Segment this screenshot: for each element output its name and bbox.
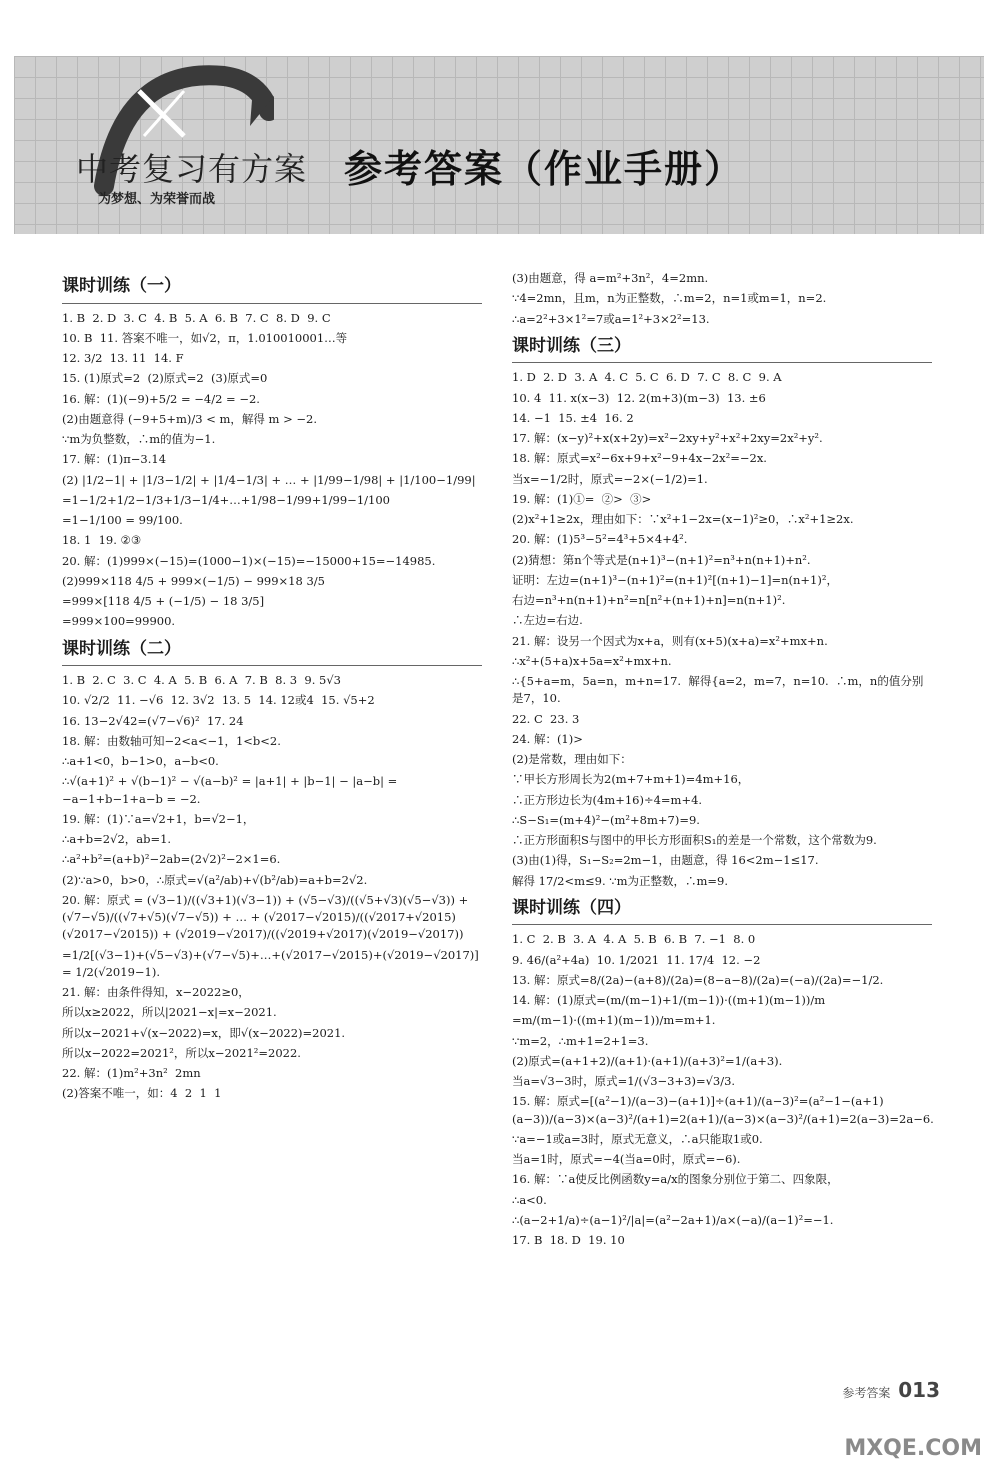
- answer-line: (3)由题意，得 a=m²+3n²，4=2mn.: [512, 271, 709, 285]
- answer-line: (2)x²+1≥2x，理由如下：∵x²+1−2x=(x−1)²≥0，∴x²+1≥2x.: [512, 512, 854, 526]
- answer-line: 17. 解：(x−y)²+x(x+2y)=x²−2xy+y²+x²+2xy=2x²+y².: [512, 431, 823, 445]
- answer-line: =1−1/2+1/2−1/3+1/3−1/4+…+1/98−1/99+1/99−1/100: [62, 492, 390, 507]
- answer-line: ∴a=2²+3×1²=7或a=1²+3×2²=13.: [512, 311, 710, 326]
- answer-line: ∴a²+b²=(a+b)²−2ab=(2√2)²−2×1=6.: [62, 852, 281, 867]
- answer-line: ∴S−S₁=(m+4)²−(m²+8m+7)=9.: [512, 812, 700, 827]
- answer-line: (2)是常数，理由如下：: [512, 752, 632, 766]
- answer-line: (3)由(1)得，S₁−S₂=2m−1，由题意，得 16<2m−1≤17.: [512, 853, 819, 868]
- answer-line: =999×100=99900.: [62, 614, 176, 629]
- answer-section: [62, 637, 482, 1103]
- answer-line: 19. 解：(1)∵a=√2+1，b=√2−1，: [62, 811, 255, 826]
- answer-line: 10. 4 11. x(x−3) 12. 2(m+3)(m−3) 13. ±6: [512, 390, 766, 405]
- answer-line: 15. (1)原式=2 (2)原式=2 (3)原式=0: [62, 371, 268, 386]
- answer-line: (2)由题意得 (−9+5+m)/3 < m，解得 m > −2.: [62, 411, 318, 426]
- answer-line: 1. D 2. D 3. A 4. C 5. C 6. D 7. C 8. C 9. A: [512, 370, 782, 385]
- answer-line: ∵m=2，∴m+1=2+1=3.: [512, 1033, 649, 1048]
- answer-line: 19. 解：(1)①= ②> ③>: [512, 491, 652, 506]
- answer-line: =1/2[(√3−1)+(√5−√3)+(√7−√5)+…+(√2017−√2015)+(√2019−√2017)] = 1/2(√2019−1).: [62, 947, 483, 979]
- footer-label: 参考答案: [842, 1386, 891, 1400]
- answer-line: 10. √2/2 11. −√6 12. 3√2 13. 5 14. 12或4 15. √5+2: [62, 693, 375, 708]
- answer-section: [62, 274, 482, 631]
- answer-line: ∵4=2mn，且m，n为正整数，∴m=2，n=1或m=1，n=2.: [512, 291, 827, 306]
- answer-line: 17. B 18. D 19. 10: [512, 1233, 625, 1247]
- left-column: [62, 270, 482, 1109]
- answer-line: 14. −1 15. ±4 16. 2: [512, 410, 634, 425]
- answer-line: 1. B 2. C 3. C 4. A 5. B 6. A 7. B 8. 3 9. 5√3: [62, 673, 341, 687]
- answer-line: 当x=−1/2时，原式=−2×(−1/2)=1.: [512, 471, 708, 486]
- answer-line: (2)答案不唯一，如：4 2 1 1: [62, 1086, 222, 1101]
- watermark: MXQE.COM: [844, 1436, 982, 1461]
- answer-line: =1−1/100 = 99/100.: [62, 513, 183, 527]
- answer-line: =999×[118 4/5 + (−1/5) − 18 3/5]: [62, 594, 265, 608]
- answer-line: 22. 解：(1)m²+3n² 2mn: [62, 1066, 201, 1080]
- answer-line: 右边=n³+n(n+1)+n²=n[n²+(n+1)+n]=n(n+1)².: [512, 593, 786, 607]
- answer-line: ∴{5+a=m，5a=n，m+n=17. 解得{a=2，m=7，n=10. ∴m，n的值分别是7，10.: [512, 674, 924, 706]
- answer-line: 解得 17/2<m≤9. ∵m为正整数，∴m=9.: [512, 873, 729, 888]
- answer-line: ∵a=−1或a=3时，原式无意义，∴a只能取1或0.: [512, 1131, 763, 1146]
- answer-line: 18. 1 19. ②③: [62, 533, 142, 548]
- header-banner: [14, 56, 984, 234]
- answer-line: ∴(a−2+1/a)÷(a−1)²/|a|=(a²−2a+1)/a×(−a)/(a−1)²=−1.: [512, 1212, 834, 1227]
- answer-line: 16. 13−2√42=(√7−√6)² 17. 24: [62, 713, 244, 728]
- series-title: 中考复习有方案: [76, 150, 308, 188]
- answer-line: (2)∵a>0，b>0，∴原式=√(a²/ab)+√(b²/ab)=a+b=2√2.: [62, 872, 368, 887]
- section-title: 课时训练（三）: [512, 334, 932, 364]
- answer-line: 20. 解：(1)5³−5²=4³+5×4+4².: [512, 532, 688, 547]
- answer-line: 20. 解：(1)999×(−15)=(1000−1)×(−15)=−15000+15=−14985.: [62, 553, 436, 568]
- answer-line: 1. C 2. B 3. A 4. A 5. B 6. B 7. −1 8. 0: [512, 932, 756, 947]
- answer-line: 14. 解：(1)原式=(m/(m−1)+1/(m−1))·((m+1)(m−1))/m: [512, 993, 826, 1007]
- answer-line: 证明：左边=(n+1)³−(n+1)²=(n+1)²[(n+1)−1]=n(n+1)²，: [512, 572, 838, 587]
- answer-line: 所以x−2021+√(x−2022)=x，即√(x−2022)=2021.: [62, 1025, 346, 1040]
- answer-line: 18. 解：原式=x²−6x+9+x²−9+4x−2x²=−2x.: [512, 451, 767, 466]
- answer-line: 24. 解：(1)>: [512, 731, 583, 746]
- answer-line: 16. 解：(1)(−9)+5/2 = −4/2 = −2.: [62, 391, 260, 406]
- answer-line: 17. 解：(1)π−3.14: [62, 452, 167, 467]
- answer-line: 所以x−2022=2021²，所以x−2021²=2022.: [62, 1045, 301, 1060]
- answer-section: [512, 896, 932, 1250]
- answer-line: 20. 解：原式 = (√3−1)/((√3+1)(√3−1)) + (√5−√3)/((√5+√3)(√5−√3)) + (√7−√5)/((√7+√5)(√7−√5)) + … + (√2017−√2015)/((√2017+√2015)(√2017−√2015)) + (√2019−√2017)/((√2019+√2017)(√2019−√2017)): [62, 892, 472, 942]
- continued-answer: [512, 270, 932, 328]
- answer-line: 18. 解：由数轴可知−2<a<−1，1<b<2.: [62, 733, 281, 748]
- answer-section: [512, 334, 932, 890]
- answer-line: (2)999×118 4/5 + 999×(−1/5) − 999×18 3/5: [62, 573, 325, 588]
- answer-line: ∴正方形面积S与图中的甲长方形面积S₁的差是一个常数，这个常数为9.: [512, 833, 877, 847]
- answer-line: ∴左边=右边.: [512, 613, 583, 628]
- answer-line: 9. 46/(a²+4a) 10. 1/2021 11. 17/4 12. −2: [512, 952, 761, 967]
- answer-line: 16. 解：∵a使反比例函数y=a/x的图象分别位于第二、四象限，: [512, 1172, 839, 1187]
- answer-line: 10. B 11. 答案不唯一，如√2，π，1.010010001…等: [62, 330, 348, 345]
- answer-line: 13. 解：原式=8/(2a)−(a+8)/(2a)=(8−a−8)/(2a)=(−a)/(2a)=−1/2.: [512, 972, 884, 987]
- slogan: 为梦想、为荣誉而战: [98, 192, 216, 207]
- answer-line: ∵m为负整数，∴m的值为−1.: [62, 432, 216, 446]
- section-title: 课时训练（二）: [62, 637, 482, 667]
- answer-line: ∴a+b=2√2，ab=1.: [62, 832, 172, 846]
- page-footer: [842, 1378, 940, 1402]
- answer-line: 15. 解：原式=[(a²−1)/(a−3)−(a+1)]÷(a+1)/(a−3)²=(a²−1−(a+1)(a−3))/(a−3)×(a−3)²/(a+1)=2(a+1)/(a−3)×(a−3)²/(a+1)=2(a−3)=2a−6.: [512, 1094, 934, 1126]
- answer-line: 所以x≥2022，所以|2021−x|=x−2021.: [62, 1005, 277, 1020]
- answer-line: 22. C 23. 3: [512, 711, 580, 726]
- answer-line: ∴正方形边长为(4m+16)÷4=m+4.: [512, 792, 703, 807]
- right-column: [512, 270, 932, 1255]
- section-title: 课时训练（四）: [512, 896, 932, 926]
- answer-line: (2)猜想：第n个等式是(n+1)³−(n+1)²=n³+n(n+1)+n².: [512, 552, 811, 567]
- page-number: 013: [898, 1378, 940, 1402]
- answer-line: 12. 3/2 13. 11 14. F: [62, 351, 184, 365]
- answer-line: 当a=1时，原式=−4(当a=0时，原式=−6).: [512, 1152, 741, 1166]
- section-title: 课时训练（一）: [62, 274, 482, 304]
- answer-line: 1. B 2. D 3. C 4. B 5. A 6. B 7. C 8. D 9. C: [62, 310, 331, 325]
- answer-line: 21. 解：由条件得知，x−2022≥0，: [62, 985, 250, 999]
- answer-line: ∴√(a+1)² + √(b−1)² − √(a−b)² = |a+1| + |b−1| − |a−b| = −a−1+b−1+a−b = −2.: [62, 774, 401, 806]
- answer-line: 21. 解：设另一个因式为x+a，则有(x+5)(x+a)=x²+mx+n.: [512, 633, 828, 648]
- answer-line: 当a=√3−3时，原式=1/(√3−3+3)=√3/3.: [512, 1074, 736, 1088]
- answer-line: =m/(m−1)·((m+1)(m−1))/m=m+1.: [512, 1013, 716, 1028]
- page-title: 参考答案（作业手册）: [344, 147, 745, 191]
- answer-line: (2) |1/2−1| + |1/3−1/2| + |1/4−1/3| + … + |1/99−1/98| + |1/100−1/99|: [62, 472, 476, 487]
- answer-line: ∴x²+(5+a)x+5a=x²+mx+n.: [512, 653, 672, 668]
- answer-line: ∵甲长方形周长为2(m+7+m+1)=4m+16，: [512, 772, 750, 787]
- answer-line: ∴a+1<0，b−1>0，a−b<0.: [62, 754, 219, 768]
- answer-line: (2)原式=(a+1+2)/(a+1)·(a+1)/(a+3)²=1/(a+3).: [512, 1053, 783, 1068]
- answer-line: ∴a<0.: [512, 1192, 547, 1207]
